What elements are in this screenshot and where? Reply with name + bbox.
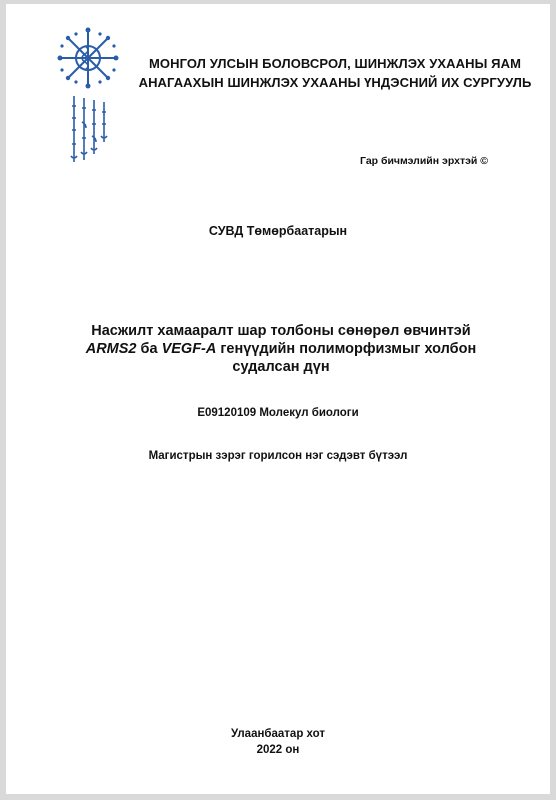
university-name: АНАГААХЫН ШИНЖЛЭХ УХААНЫ ҮНДЭСНИЙ ИХ СУРГУУЛЬ	[138, 75, 532, 90]
university-logo	[52, 26, 124, 176]
title-conjunction: ба	[136, 341, 162, 357]
thesis-title	[46, 322, 516, 376]
place-and-year	[6, 726, 550, 758]
document-page	[6, 4, 550, 794]
copyright-notice: Гар бичмэлийн эрхтэй ©	[360, 155, 488, 167]
title-line-1: Насжилт хамааралт шар толбоны сөнөрөл өвчинтэй	[91, 323, 471, 339]
city: Улаанбаатар хот	[230, 728, 326, 740]
title-line-2	[46, 340, 516, 358]
title-line-3: судалсан дүн	[232, 359, 330, 375]
specialty-code: E09120109 Молекул биологи	[197, 407, 359, 419]
year: 2022 он	[256, 744, 300, 756]
ministry-name: МОНГОЛ УЛСЫН БОЛОВСРОЛ, ШИНЖЛЭХ УХААНЫ ЯАМ	[148, 56, 522, 71]
author-name: СУВД Төмөрбаатарын	[208, 224, 348, 238]
degree-statement: Магистрын зэрэг горилсон нэг сэдэвт бүтээл	[148, 450, 408, 462]
title-line-2-rest: генүүдийн полиморфизмыг холбон	[216, 341, 477, 357]
gene-arms2: ARMS2	[85, 341, 137, 357]
gene-vegfa: VEGF-A	[161, 341, 217, 357]
institution-header	[130, 54, 540, 92]
